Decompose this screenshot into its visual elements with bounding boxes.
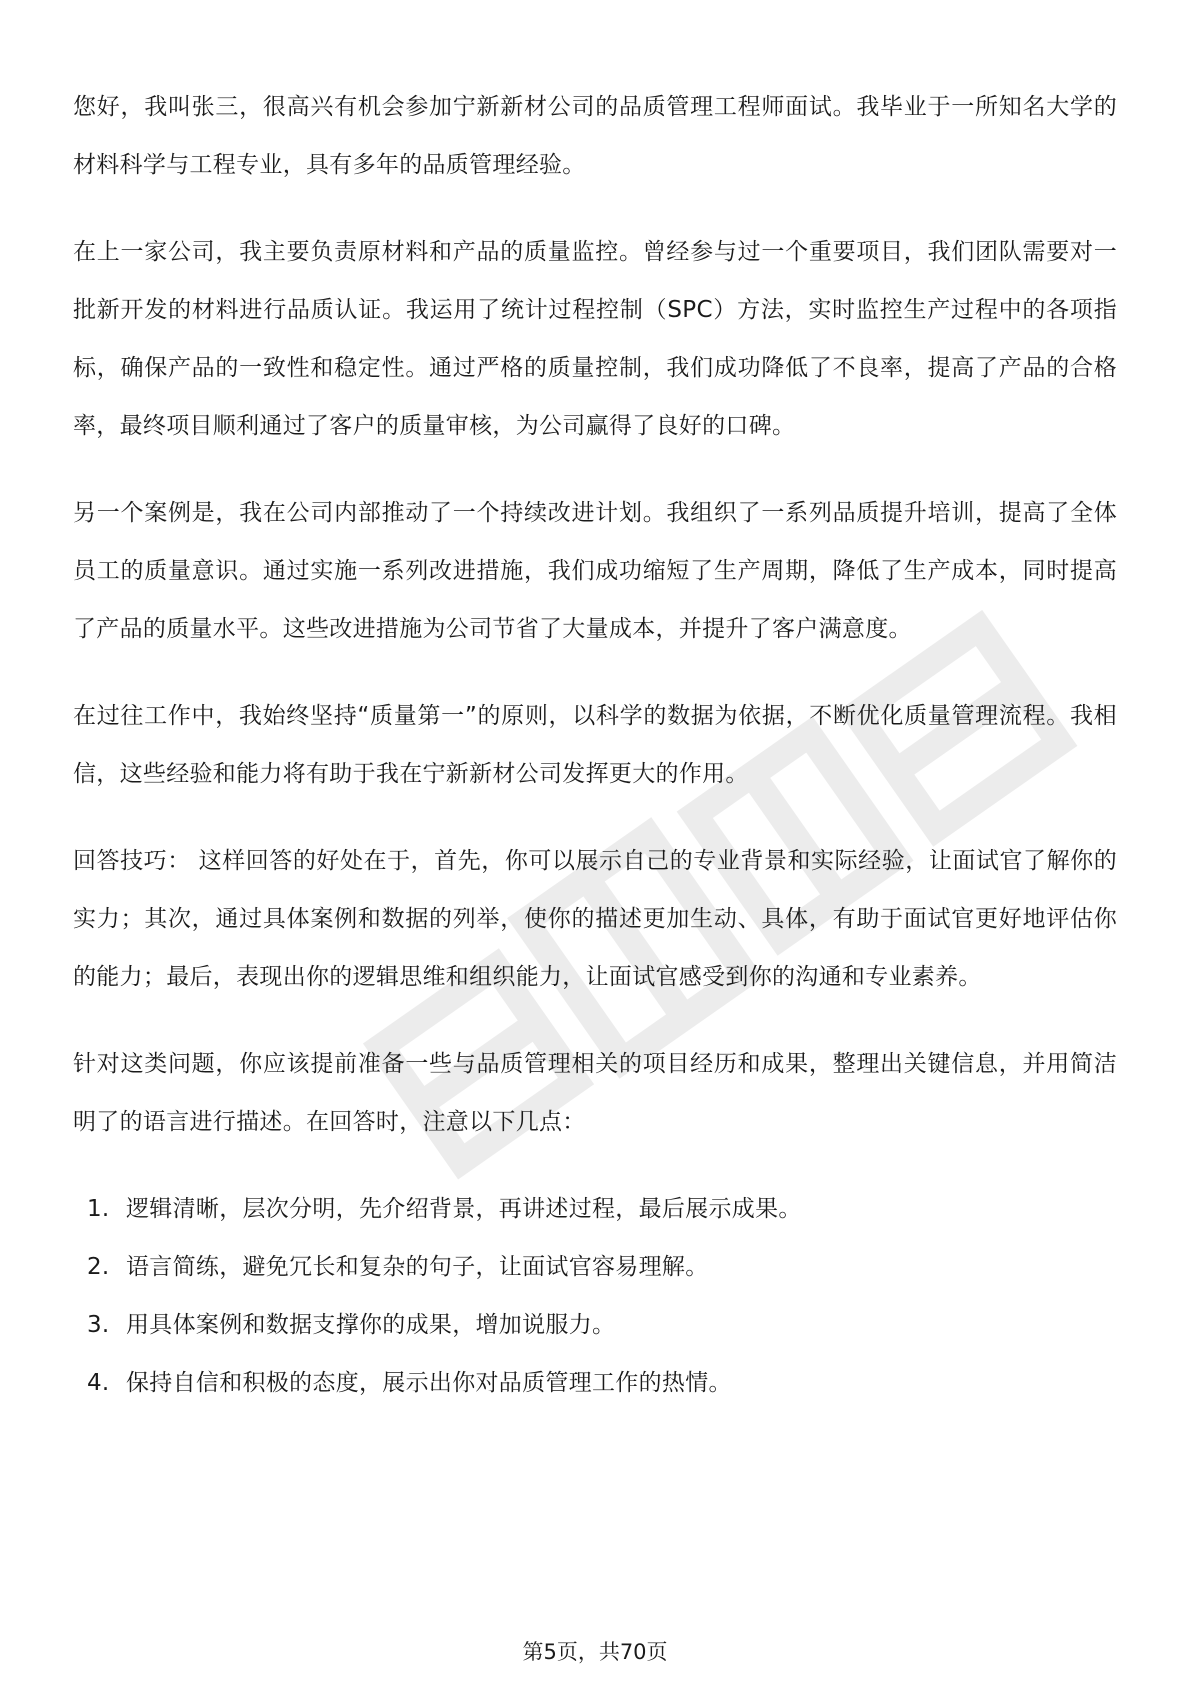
paragraph-introduction: 您好，我叫张三，很高兴有机会参加宁新新材公司的品质管理工程师面试。我毕业于一所知名大学的材料科学与工程专业，具有多年的品质管理经验。: [73, 94, 1117, 178]
paragraph-project-case: 在上一家公司，我主要负责原材料和产品的质量监控。曾经参与过一个重要项目，我们团队需要对一批新开发的材料进行品质认证。我运用了统计过程控制（SPC）方法，实时监控生产过程中的各项指标，确保产品的一致性和稳定性。通过严格的质量控制，我们成功降低了不良率，提高了产品的合格率，最终项目顺利通过了客户的质量审核，为公司赢得了良好的口碑。: [73, 239, 1117, 439]
list-item-text: 保持自信和积极的态度，展示出你对品质管理工作的热情。: [126, 1370, 732, 1396]
page-number-footer: 第5页，共70页: [522, 1640, 668, 1664]
paragraph-improvement-case: 另一个案例是，我在公司内部推动了一个持续改进计划。我组织了一系列品质提升培训，提高了全体员工的质量意识。通过实施一系列改进措施，我们成功缩短了生产周期，降低了生产成本，同时提高了产品的质量水平。这些改进措施为公司节省了大量成本，并提升了客户满意度。: [73, 500, 1117, 642]
list-item-text: 逻辑清晰，层次分明，先介绍背景，再讲述过程，最后展示成果。: [126, 1196, 802, 1222]
list-item-text: 用具体案例和数据支撑你的成果，增加说服力。: [126, 1312, 616, 1338]
paragraph-answer-tips: 回答技巧： 这样回答的好处在于，首先，你可以展示自己的专业背景和实际经验，让面试官了解你的实力；其次，通过具体案例和数据的列举，使你的描述更加生动、具体，有助于面试官更好地评估你的能力；最后，表现出你的逻辑思维和组织能力，让面试官感受到你的沟通和专业素养。: [73, 848, 1117, 990]
list-item: [73, 1354, 1117, 1412]
list-item-number: 3.: [87, 1312, 110, 1338]
document-body: [73, 78, 1117, 1412]
paragraph-principles: 在过往工作中，我始终坚持“质量第一”的原则，以科学的数据为依据，不断优化质量管理流程。我相信，这些经验和能力将有助于我在宁新新材公司发挥更大的作用。: [73, 703, 1117, 787]
list-item-number: 2.: [87, 1254, 110, 1280]
tips-list: [73, 1180, 1117, 1412]
list-item-number: 4.: [87, 1370, 110, 1396]
list-item-text: 语言简练，避免冗长和复杂的句子，让面试官容易理解。: [126, 1254, 709, 1280]
list-item: [73, 1238, 1117, 1296]
list-item-number: 1.: [87, 1196, 110, 1222]
list-item: [73, 1296, 1117, 1354]
list-item: [73, 1180, 1117, 1238]
paragraph-preparation: 针对这类问题，你应该提前准备一些与品质管理相关的项目经历和成果，整理出关键信息，并用简洁明了的语言进行描述。在回答时，注意以下几点：: [73, 1051, 1117, 1135]
